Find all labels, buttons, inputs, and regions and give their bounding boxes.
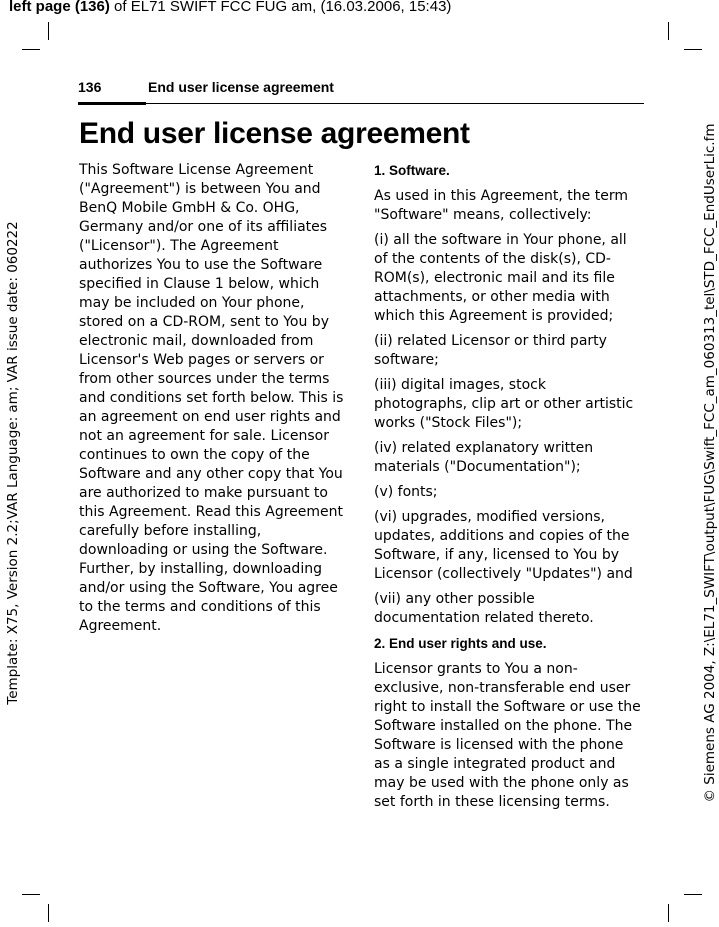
right-column [374, 161, 642, 818]
software-item-3: (iii) digital images, stock photographs, clip art or other artistic works ("Stock Files"); [374, 377, 634, 431]
section-2-text: Licensor grants to You a non-exclusive, non-transferable end user right to install the Software or use the Software installed on the phone. The Software is licensed with the phone as a single integrated product and may be used with the phone only as set forth in these licensing terms. [374, 661, 641, 810]
software-item-2: (ii) related Licensor or third party software; [374, 333, 607, 368]
running-title: End user license agreement [148, 79, 334, 95]
slug-page-label: left page (136) [9, 0, 110, 15]
crop-mark-bl-v [48, 904, 49, 922]
crop-mark-tl-h [22, 49, 40, 50]
copyright-path-text: © Siemens AG 2004, Z:\EL71_SWIFT\output\FUG\Swift_FCC_am_060313_tel\STD_FCC_EndUserLic.fm [702, 123, 718, 803]
section-2-heading: 2. End user rights and use. [374, 636, 547, 651]
left-column [79, 161, 347, 642]
crop-mark-br-h [684, 894, 702, 895]
crop-mark-bl-h [22, 894, 40, 895]
page-title: End user license agreement [79, 117, 470, 150]
section-1-heading: 1. Software. [374, 163, 450, 178]
crop-mark-tr-h [684, 49, 702, 50]
crop-mark-tr-v [668, 22, 669, 40]
template-info-text: Template: X75, Version 2.2;VAR Language: am; VAR issue date: 060222 [5, 221, 21, 705]
page-header [78, 79, 644, 105]
crop-mark-tl-v [48, 22, 49, 40]
slug-file-info: of EL71 SWIFT FCC FUG am, (16.03.2006, 15:43) [109, 0, 452, 15]
software-item-4: (iv) related explanatory written materials ("Documentation"); [374, 440, 594, 475]
slug-line [9, 0, 451, 15]
software-item-1: (i) all the software in Your phone, all of the contents of the disk(s), CD-ROM(s), electronic mail and its file attachments, or other media with which this Agreement is provided; [374, 232, 627, 324]
header-rule [78, 103, 644, 104]
page-number: 136 [78, 79, 102, 95]
software-item-7: (vii) any other possible documentation related thereto. [374, 591, 594, 626]
header-rule-accent [78, 102, 146, 105]
software-item-6: (vi) upgrades, modified versions, updates, additions and copies of the Software, if any, licensed to You by Licensor (collectively "Updates") and [374, 509, 633, 582]
software-item-5: (v) fonts; [374, 484, 438, 500]
crop-mark-br-v [668, 904, 669, 922]
intro-paragraph: This Software License Agreement ("Agreement") is between You and BenQ Mobile GmbH & Co. OHG, Germany and/or one of its affiliates ("Licensor"). The Agreement authorizes You to use the Software specified in Clause 1 below, which may be included on Your phone, stored on a CD-ROM, sent to You by electronic mail, downloaded from Licensor's Web pages or servers or from other sources under the terms and conditions set forth below. This is an agreement on end user rights and not an agreement for sale. Licensor continues to own the copy of the Software and any other copy that You are authorized to make pursuant to this Agreement. Read this Agreement carefully before installing, downloading or using the Software. Further, by installing, downloading and/or using the Software, You agree to the terms and conditions of this Agreement. [79, 162, 344, 634]
section-1-intro: As used in this Agreement, the term "Software" means, collectively: [374, 188, 628, 223]
